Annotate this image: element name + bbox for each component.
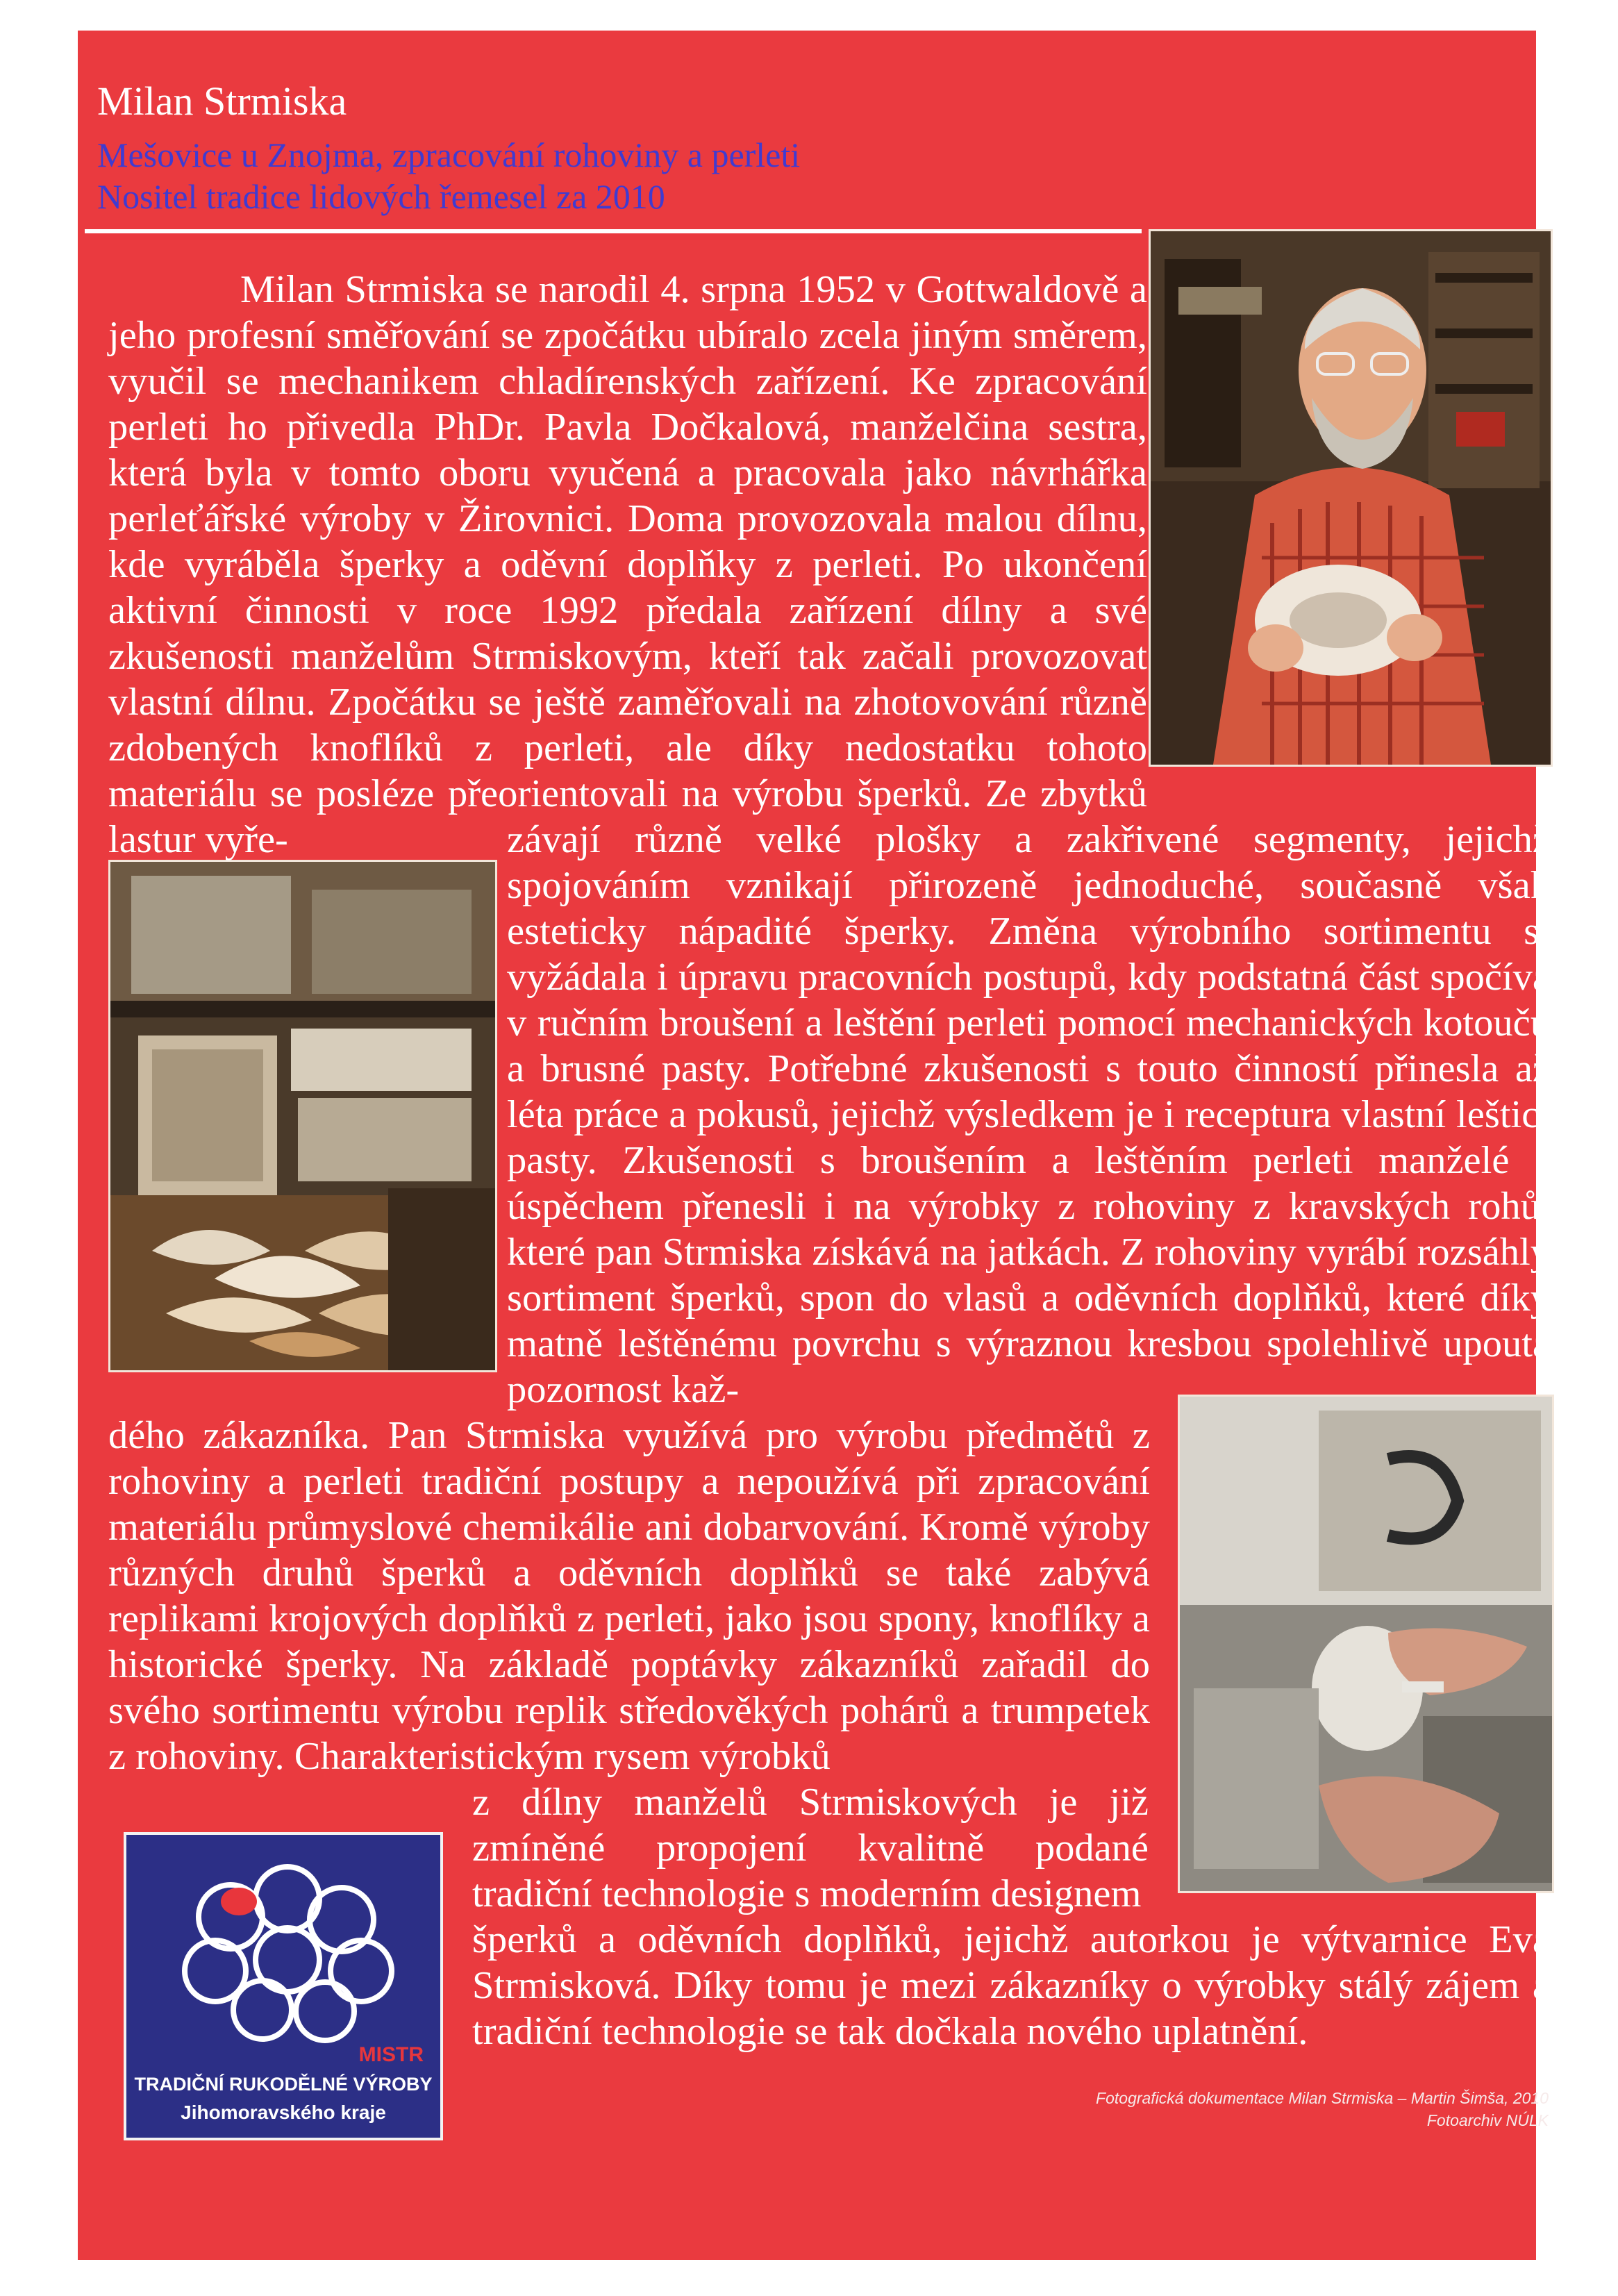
header-divider: [85, 229, 1142, 233]
award-title: Nositel tradice lidových řemesel za 2010: [97, 177, 665, 216]
logo-line-2: Jihomoravského kraje: [181, 2102, 386, 2123]
logo-line-1: TRADIČNÍ RUKODĚLNÉ VÝROBY: [134, 2074, 433, 2095]
craftsman-name: Milan Strmiska: [97, 78, 347, 124]
flower-emblem-icon: [126, 1835, 440, 2043]
article-paragraph-2: závají různě velké plošky a zakřivené segmenty, jejichž spojováním vznikají přirozeně jednoduché, současně však esteticky nápadité šperky. Změna výrobního sortimentu si vyžádala i úpravu pracovních postupů, kdy podstatná část spočívá v ručním broušení a leštění perleti pomocí mechanických kotoučů a brusné pasty. Potřebné zkušenosti s touto činností přinesla až léta práce a pokusů, jejichž výsledkem je i receptura vlastní lešticí pasty. Zkušenosti s broušením a leštěním perleti manželé s úspěchem přenesli i na výrobky z rohoviny z kravských rohů, které pan Strmiska získává na jatkách. Z rohoviny vyrábí rozsáhlý sortiment šperků, spon do vlasů a oděvních doplňků, které díky matně leštěnému povrchu s výraznou kresbou spolehlivě upoutá pozornost kaž-: [507, 818, 1550, 1411]
photo-credit: Fotografická dokumentace Milan Strmiska – Martin Šimša, 2010: [1096, 2089, 1549, 2107]
article-paragraph-3: dého zákazníka. Pan Strmiska využívá pro výrobu předmětů z rohoviny a perleti tradiční postupy a nepoužívá při zpracování materiálu průmyslové chemikálie ani dobarvování. Kromě výroby různých druhů šperků a oděvních doplňků se také zabývá replikami krojových doplňků z perleti, jako jsou spony, knoflíky a historické šperky. Na základě poptávky zákazníků zařadil do svého sortimentu výrobu replik středověkých pohárů a trumpetek z rohoviny. Charakteristickým rysem výrobků: [108, 1414, 1150, 1778]
article-paragraph-1: Milan Strmiska se narodil 4. srpna 1952 v Gottwaldově a jeho profesní směřování se zpočátku ubíralo zcela jiným směrem, vyučil se mechanikem chladírenských zařízení. Ke zpracování perleti ho přivedla PhDr. Pavla Dočkalová, manželčina sestra, která byla v tomto oboru vyučená a pracovala jako návrhářka perleťářské výroby v Žirovnici. Doma provozovala malou dílnu, kde vyráběla šperky a oděvní doplňky z perleti. Po ukončení aktivní činnosti v roce 1992 předala zařízení dílny a své zkušenosti manželům Strmiskovým, kteří tak začali provozovat vlastní dílnu. Zpočátku se ještě zaměřovali na zhotovování různě zdobených knoflíků z perleti, ale díky nedostatku tohoto materiálu se posléze přeorientovali na výrobu šperků. Ze zbytků lastur vyře-: [108, 268, 1147, 861]
article-paragraph-5: šperků a oděvních doplňků, jejichž autorkou je výtvarnice Eva Strmisková. Díky tomu je mezi zákazníky o výrobky stálý zájem a tradiční technologie se tak dočkala nového uplatnění.: [472, 1918, 1550, 2053]
workshop-horns-photo: [108, 860, 497, 1372]
logo-mistr-label: MISTR: [358, 2043, 424, 2066]
article-paragraph-4: z dílny manželů Strmiskových je již zmíněné propojení kvalitně podané tradiční technologie s moderním designem: [472, 1781, 1149, 1915]
grinding-work-photo: [1178, 1395, 1554, 1893]
craft-location: Mešovice u Znojma, zpracování rohoviny a perleti: [97, 135, 801, 174]
master-craft-logo: [124, 1832, 443, 2140]
photo-archive-credit: Fotoarchiv NÚLK: [1426, 2111, 1549, 2129]
portrait-photo: [1149, 229, 1553, 767]
